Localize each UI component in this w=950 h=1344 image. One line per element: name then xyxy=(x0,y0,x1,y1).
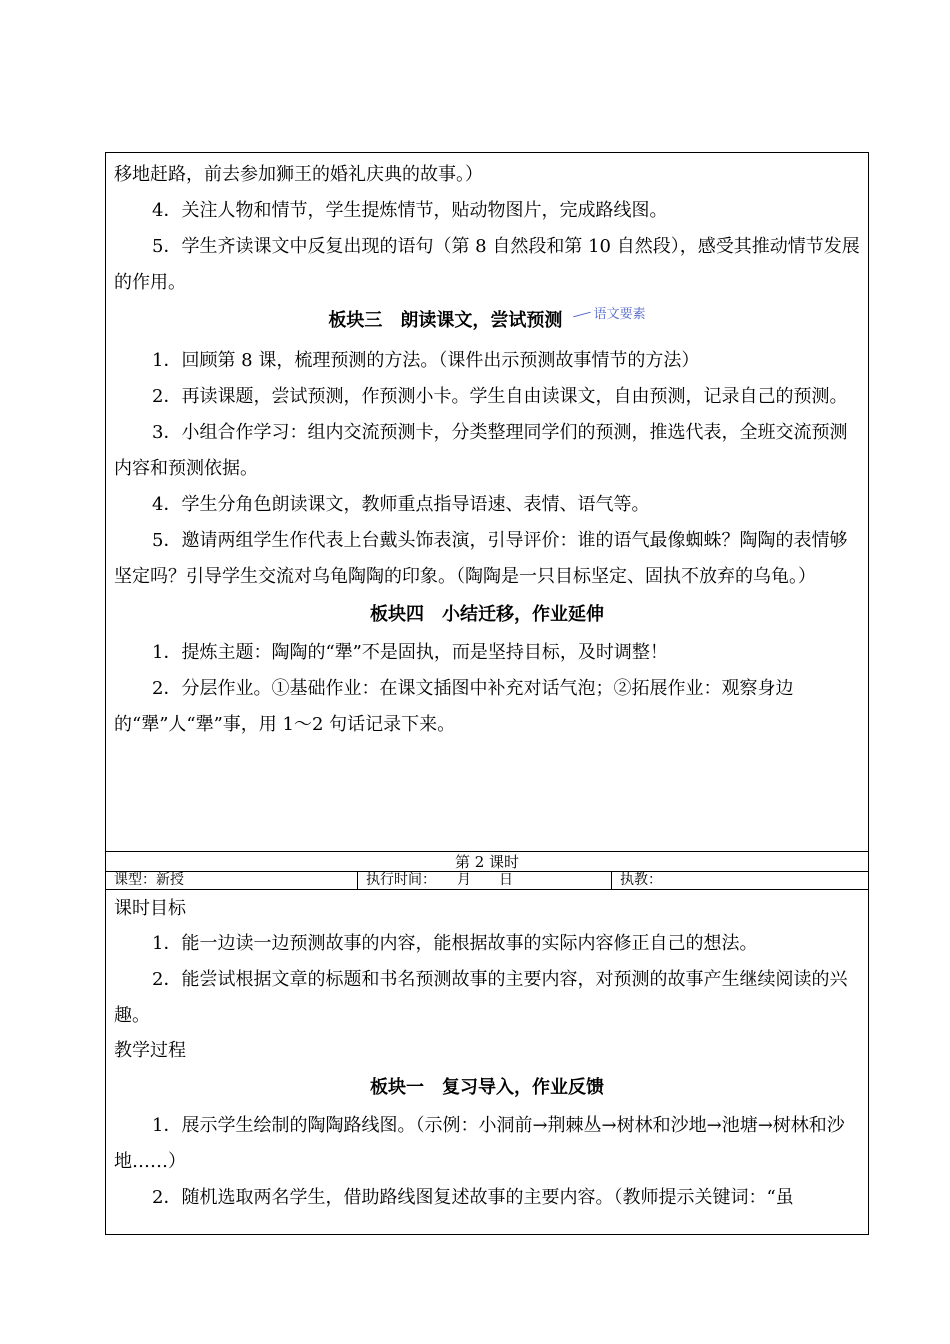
block1-heading: 板块一 复习导入，作业反馈 xyxy=(370,1077,604,1098)
list-item: 1．展示学生绘制的陶陶路线图。（示例：小洞前→荆棘丛→树林和沙地→池塘→树林和沙地……） xyxy=(114,1115,845,1172)
swash-icon xyxy=(573,312,591,318)
paragraph: 4．关注人物和情节，学生提炼情节，贴动物图片，完成路线图。 xyxy=(152,200,668,221)
execution-time-cell: 执行时间： 月 日 xyxy=(358,872,612,889)
goal-item: 2．能尝试根据文章的标题和书名预测故事的主要内容，对预测的故事产生继续阅读的兴趣。 xyxy=(114,969,848,1026)
block3-heading-text: 板块三 朗读课文，尝试预测 xyxy=(328,310,563,331)
lesson2-title: 第 2 课时 xyxy=(105,852,869,872)
goal-item: 1．能一边读一边预测故事的内容，能根据故事的实际内容修正自己的想法。 xyxy=(152,933,758,954)
list-item: 2．分层作业。①基础作业：在课文插图中补充对话气泡；②拓展作业：观察身边的“犟”人“犟”事，用 1～2 句话记录下来。 xyxy=(114,678,794,735)
list-item: 1．回顾第 8 课，梳理预测的方法。（课件出示预测故事情节的方法） xyxy=(152,350,700,371)
lesson-plan-table xyxy=(105,152,869,1235)
tag-text: 语文要素 xyxy=(593,307,646,322)
lesson2-meta-row xyxy=(105,872,869,890)
goals-heading: 课时目标 xyxy=(114,898,186,919)
paragraph: 5．学生齐读课文中反复出现的语句（第 8 自然段和第 10 自然段），感受其推动情节发展的作用。 xyxy=(114,236,860,293)
list-item: 3．小组合作学习：组内交流预测卡，分类整理同学们的预测，推选代表，全班交流预测内容和预测依据。 xyxy=(114,422,848,479)
lesson2-content-cell xyxy=(105,890,869,1235)
lesson1-content-cell xyxy=(105,152,869,852)
block3-heading xyxy=(114,303,860,341)
list-item: 2．再读课题，尝试预测，作预测小卡。学生自由读课文，自由预测，记录自己的预测。 xyxy=(152,386,848,407)
block4-heading: 板块四 小结迁移，作业延伸 xyxy=(370,604,604,625)
process-heading: 教学过程 xyxy=(114,1040,186,1061)
lesson-type-cell: 课型：新授 xyxy=(106,872,358,889)
teacher-cell: 执教： xyxy=(620,872,662,888)
list-item: 5．邀请两组学生作代表上台戴头饰表演，引导评价：谁的语气最像蜘蛛？陶陶的表情够坚定吗？引导学生交流对乌龟陶陶的印象。（陶陶是一只目标坚定、固执不放弃的乌龟。） xyxy=(114,530,848,587)
list-item: 4．学生分角色朗读课文，教师重点指导语速、表情、语气等。 xyxy=(152,494,650,515)
list-item: 1．提炼主题：陶陶的“犟”不是固执，而是坚持目标，及时调整！ xyxy=(152,642,668,663)
language-element-tag xyxy=(573,297,646,333)
paragraph: 移地赶路，前去参加狮王的婚礼庆典的故事。） xyxy=(114,164,483,185)
list-item: 2．随机选取两名学生，借助路线图复述故事的主要内容。（教师提示关键词：“虽 xyxy=(152,1187,794,1208)
